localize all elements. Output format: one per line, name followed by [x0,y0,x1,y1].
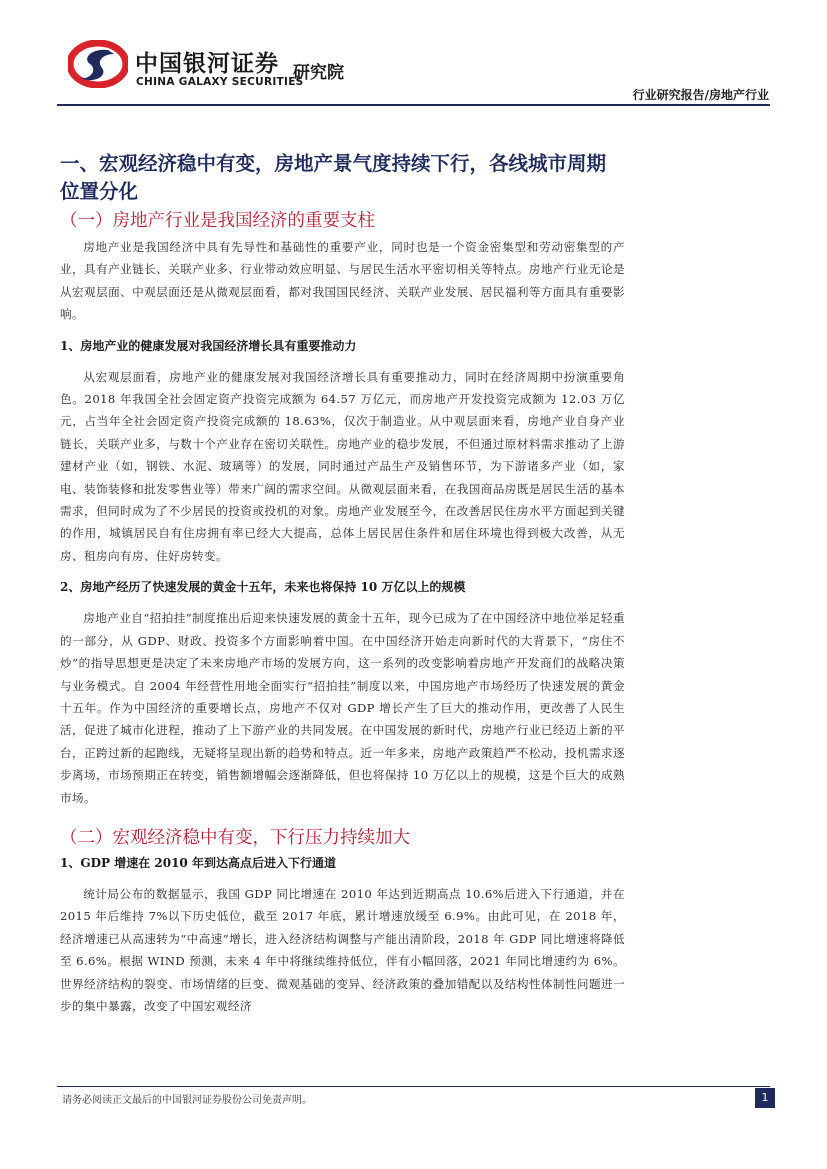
paragraph: 从宏观层面看，房地产业的健康发展对我国经济增长具有重要推动力，同时在经济周期中扮演重要角色。2018 年我国全社会固定资产投资完成额为 64.57 万亿元，而房地产开发投资完成额为 12.03 万亿元，占当年全社会固定资产投资完成额的 18.63%，仅次于制造业。从中观层面来看，房地产业自身产业链长，关联产业多，与数十个产业存在密切关联性。房地产业的稳步发展，不但通过原材料需求推动了上游建材产业（如，钢铁、水泥、玻璃等）的发展，同时通过产品生产及销售环节，为下游诸多产业（如，家电、装饰装修和批发零售业等）带来广阔的需求空间。从微观层面来看，在我国商品房既是居民生活的基本需求，但同时成为了不少居民的投资或投机的对象。房地产业发展至今，在改善居民住房水平方面起到关键的作用，城镇居民自有住房拥有率已经大大提高，总体上居民居住条件和居住环境也得到极大改善，从无房、租房向有房、住好房转变。 [60,369,625,563]
header-divider [57,104,770,106]
section-heading-1: （一）房地产行业是我国经济的重要支柱 [60,211,375,231]
brand-name-cn: 中国银河证券 [135,51,279,77]
page-number: 1 [755,1088,775,1108]
paragraph: 统计局公布的数据显示，我国 GDP 同比增速在 2010 年达到近期高点 10.6%后进入下行通道，并在 2015 年后维持 7%以下历史低位，截至 2017 年底，累计增速放缓至 6.9%。由此可见，在 2018 年，经济增速已从高速转为“中高速”增长，进入经济结构调整与产能出清阶段，2018 年 GDP 同比增速将降低至 6.6%。根据 WIND 预测，未来 4 年中将继续维持低位，伴有小幅回落，2021 年同比增速约为 6%。世界经济结构的裂变、市场情绪的巨变、微观基础的变异、经济政策的叠加错配以及结构性体制性问题进一步的集中暴露，改变了中国宏观经济 [60,886,625,1013]
subsection-heading-1-1: 1、房地产业的健康发展对我国经济增长具有重要推动力 [60,338,357,353]
page-content [60,150,625,1017]
section-heading-2: （二）宏观经济稳中有变，下行压力持续加大 [60,827,410,848]
galaxy-logo-icon [68,40,128,88]
brand-name-en: CHINA GALAXY SECURITIES [136,76,304,88]
page-header [0,0,827,110]
paragraph: 房地产业是我国经济中具有先导性和基础性的重要产业，同时也是一个资金密集型和劳动密集型的产业，具有产业链长、关联产业多、行业带动效应明显、与居民生活水平密切相关等特点。房地产行业无论是从宏观层面、中观层面还是从微观层面看，都对我国国民经济、关联产业发展、居民福利等方面具有重要影响。 [60,240,625,322]
subsection-heading-1-2: 2、房地产经历了快速发展的黄金十五年，未来也将保持 10 万亿以上的规模 [60,580,466,595]
subsection-heading-2-1: 1、GDP 增速在 2010 年到达高点后进入下行通道 [60,855,336,870]
chapter-heading: 一、宏观经济稳中有变，房地产景气度持续下行，各线城市周期位置分化 [60,152,607,203]
report-type-label: 行业研究报告/房地产行业 [632,88,769,102]
paragraph: 房地产业自“招拍挂”制度推出后迎来快速发展的黄金十五年，现今已成为了在中国经济中地位举足轻重的一部分，从 GDP、财政、投资多个方面影响着中国。在中国经济开始走向新时代的大背景下，“房住不炒”的指导思想更是决定了未来房地产市场的发展方向，这一系列的改变影响着房地产开发商们的战略决策与业务模式。自 2004 年经营性用地全面实行“招拍挂”制度以来，中国房地产市场经历了快速发展的黄金十五年。作为中国经济的重要增长点，房地产不仅对 GDP 增长产生了巨大的推动作用，更改善了人民生活，促进了城市化进程，推动了上下游产业的共同发展。在中国发展的新时代，房地产行业已经迈上新的平台，正跨过新的起跑线，无疑将呈现出新的趋势和特点。近一年多来，房地产政策趋严不松动，投机需求逐步离场，市场预期正在转变，销售额增幅会逐渐降低，但也将保持 10 万亿以上的规模，这是个巨大的成熟市场。 [60,611,625,805]
research-institute-label: 研究院 [293,63,344,83]
footer-divider [57,1086,770,1087]
disclaimer-note: 请务必阅读正文最后的中国银河证券股份公司免责声明。 [62,1095,312,1106]
